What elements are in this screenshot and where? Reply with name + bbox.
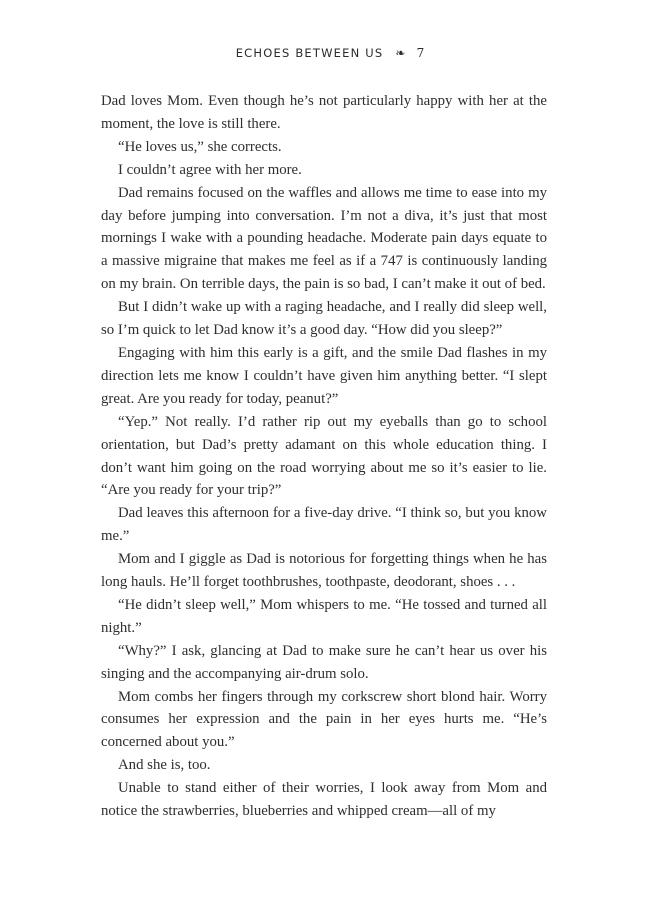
running-head (0, 46, 660, 60)
paragraph: “Why?” I ask, glancing at Dad to make sure he can’t hear us over his singing and the accompanying air-drum solo. (101, 642, 547, 682)
paragraph: Mom and I giggle as Dad is notorious for forgetting things when he has long hauls. He’ll forget toothbrushes, toothpaste, deodorant, shoes . . . (101, 551, 547, 591)
paragraph: But I didn’t wake up with a raging headache, and I really did sleep well, so I’m quick to let Dad know it’s a good day. “How did you sleep?” (101, 299, 547, 339)
ornament-icon: ❧ (395, 46, 407, 60)
paragraph: Mom combs her fingers through my corkscrew short blond hair. Worry consumes her expression and the pain in her eyes hurts me. “He’s concerned about you.” (101, 688, 547, 751)
paragraph: “Yep.” Not really. I’d rather rip out my eyeballs than go to school orientation, but Dad’s pretty adamant on this whole education thing. I don’t want him going on the road worrying about me so it’s easier to lie. “Are you ready for your trip?” (101, 413, 547, 499)
body-text (101, 90, 547, 823)
paragraph: Unable to stand either of their worries, I look away from Mom and notice the strawberries, blueberries and whipped cream—all of my (101, 780, 547, 820)
paragraph: Dad remains focused on the waffles and allows me time to ease into my day before jumping into conversation. I’m not a diva, it’s just that most mornings I wake with a pounding headache. Moderate pain days equate to a massive migraine that makes me feel as if a 747 is continuously landing on my brain. On terrible days, the pain is so bad, I can’t make it out of bed. (101, 184, 547, 293)
paragraph: I couldn’t agree with her more. (118, 161, 302, 178)
paragraph: “He loves us,” she corrects. (118, 138, 282, 155)
paragraph: “He didn’t sleep well,” Mom whispers to me. “He tossed and turned all night.” (101, 596, 547, 636)
paragraph: Dad leaves this afternoon for a five-day drive. “I think so, but you know me.” (101, 505, 547, 545)
page-number: 7 (416, 46, 425, 60)
paragraph: Engaging with him this early is a gift, and the smile Dad flashes in my direction lets me know I couldn’t have given him anything better. “I slept great. Are you ready for today, peanut?” (101, 344, 547, 407)
paragraph: Dad loves Mom. Even though he’s not particularly happy with her at the moment, the love is still there. (101, 93, 547, 132)
paragraph: And she is, too. (118, 757, 211, 774)
running-title: ECHOES BETWEEN US (235, 46, 384, 60)
